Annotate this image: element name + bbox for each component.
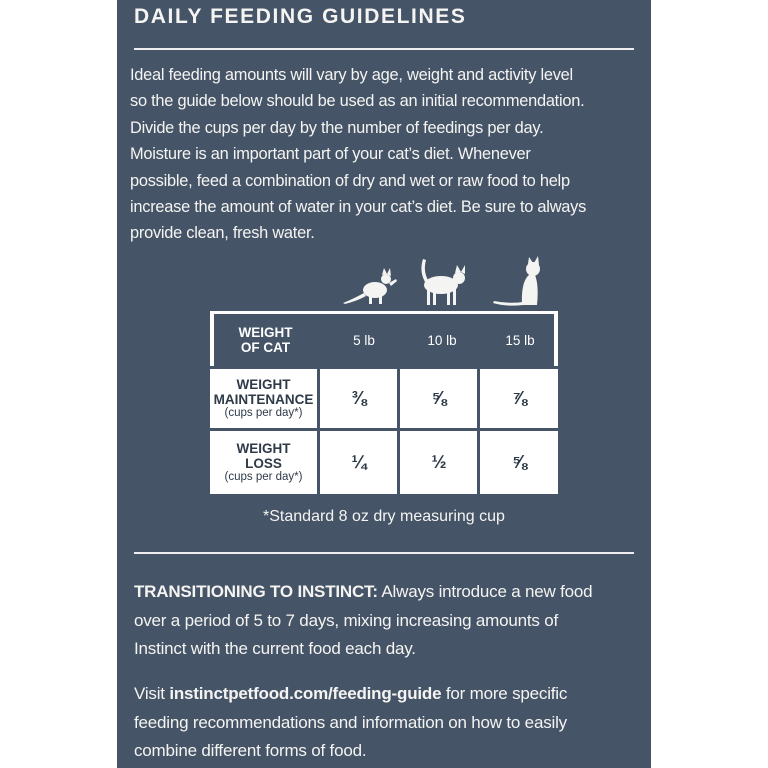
feeding-guide-panel xyxy=(117,0,651,768)
small-cat-icon xyxy=(343,268,397,304)
visit-text: feeding recommendations and information on how to easily xyxy=(134,712,567,732)
feeding-guide-url: instinctpetfood.com/feeding-guide xyxy=(169,684,442,703)
weight-column-header: 5 lb xyxy=(353,332,375,348)
intro-line: provide clean, fresh water. xyxy=(130,224,315,243)
visit-text: Visit xyxy=(134,684,170,703)
heading-divider xyxy=(134,48,634,50)
table-row-label xyxy=(210,431,317,494)
header-label-line: WEIGHT xyxy=(238,325,293,340)
table-cell-value: ⅝ xyxy=(480,431,558,494)
row-label-sub: (cups per day*) xyxy=(224,471,303,483)
transition-text: Always introduce a new food xyxy=(377,582,593,601)
table-row-label xyxy=(210,369,317,428)
intro-line: Ideal feeding amounts will vary by age, weight and activity level xyxy=(130,66,573,84)
transition-text: Instinct with the current food each day. xyxy=(134,639,416,658)
weight-of-cat-header xyxy=(214,314,317,366)
section-heading: DAILY FEEDING GUIDELINES xyxy=(134,5,467,28)
transition-paragraph xyxy=(134,578,639,664)
intro-line: Divide the cups per day by the number of feedings per day. xyxy=(130,118,544,137)
visit-text: combine different forms of food. xyxy=(134,741,367,760)
table-cell-value: ⅞ xyxy=(480,369,558,428)
cat-illustrations xyxy=(117,255,651,310)
header-label-line: OF CAT xyxy=(240,340,291,355)
row-label-line: MAINTENANCE xyxy=(213,392,314,407)
intro-line: so the guide below should be used as an initial recommendation. xyxy=(130,92,585,111)
table-cell-value: ½ xyxy=(400,431,477,494)
table-cell-value: ⅝ xyxy=(400,369,477,428)
feeding-table xyxy=(210,311,558,494)
section-divider xyxy=(134,552,634,554)
visit-paragraph xyxy=(134,680,639,766)
weight-column-header: 10 lb xyxy=(427,332,457,348)
intro-line: Moisture is an important part of your cat’s diet. Whenever xyxy=(130,145,531,164)
measuring-cup-footnote: *Standard 8 oz dry measuring cup xyxy=(263,508,505,525)
row-label-sub: (cups per day*) xyxy=(224,407,303,419)
row-label-line: WEIGHT xyxy=(236,441,291,456)
table-header-row xyxy=(214,314,554,366)
table-cell-value: ¼ xyxy=(320,431,397,494)
intro-line: increase the amount of water in your cat’s diet. Be sure to always xyxy=(130,198,587,217)
row-label-line: WEIGHT xyxy=(236,377,291,392)
intro-line: possible, feed a combination of dry and wet or raw food to help xyxy=(130,171,570,190)
table-cell-value: ⅜ xyxy=(320,369,397,428)
visit-text: for more specific xyxy=(441,684,568,703)
weight-column-header: 15 lb xyxy=(505,332,535,348)
transition-title: TRANSITIONING TO INSTINCT: xyxy=(134,582,378,601)
row-label-line: LOSS xyxy=(245,456,282,471)
transition-text: over a period of 5 to 7 days, mixing increasing amounts of xyxy=(134,610,559,630)
sitting-cat-icon xyxy=(493,256,540,306)
intro-paragraph xyxy=(130,62,640,247)
walking-cat-icon xyxy=(421,259,465,305)
